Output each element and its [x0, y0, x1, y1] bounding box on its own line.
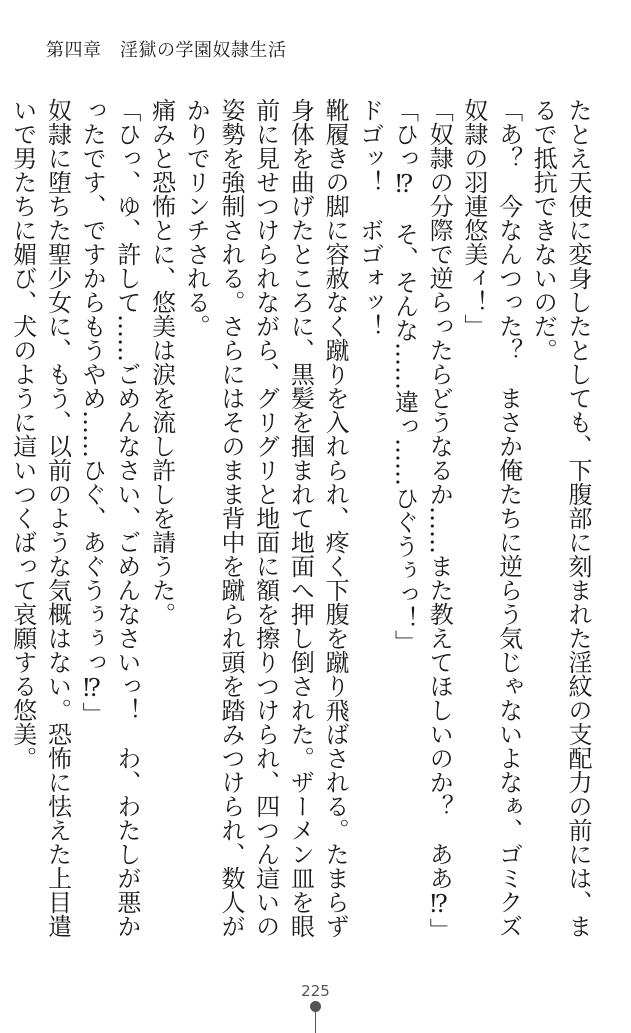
paragraph: 靴履きの脚に容赦なく蹴りを入れられ、疼く下腹を蹴り飛ばされる。たまらず身体を曲げたところに、黒髪を掴まれて地面へ押し倒された。ザーメン皿を眼前に見せつけられながら、グリグリと地面に額を擦りつけられ、四つん這いの姿勢を強制される。さらにはそのまま背中を蹴られ頭を踏みつけられ、数人がかりでリンチされる。: [182, 98, 350, 938]
paragraph: ドゴッ！ ボゴォッ！: [355, 98, 384, 338]
paragraph: 「奴隷の分際で逆らったらどうなるか……また教えてほしいのか？ ああ⁉」: [425, 98, 454, 942]
chapter-header: 第四章 淫獄の学園奴隷生活: [46, 40, 287, 61]
paragraph: たとえ天使に変身したとしても、下腹部に刻まれた淫紋の支配力の前には、まるで抵抗できないのだ。: [529, 98, 592, 938]
body-text: [8, 98, 595, 958]
paragraph: 「あ？ 今なんつった？ まさか俺たちに逆らう気じゃないよなぁ、ゴミクズ奴隷の羽連悠美ィ！」: [459, 98, 523, 938]
paragraph: 痛みと恐怖とに、悠美は涙を流し許しを請うた。: [147, 98, 176, 626]
paragraph: 「ひっ⁉ そ、そんな……違っ……ひぐうぅっ！」: [390, 98, 419, 654]
page-number: 225: [301, 982, 330, 1000]
paragraph: 奴隷に堕ちた聖少女に、もう、以前のような気概はない。恐怖に怯えた上目遣いで男たちに媚び、犬のように這いつくばって哀願する悠美。: [8, 98, 72, 938]
page-marker-line: [315, 1011, 316, 1033]
paragraph: 「ひっ、ゆ、許して……ごめんなさい、ごめんなさいっ！ わ、わたしが悪かったです、ですからもうやめ……ひぐ、あぐうぅぅっ⁉」: [78, 98, 141, 938]
